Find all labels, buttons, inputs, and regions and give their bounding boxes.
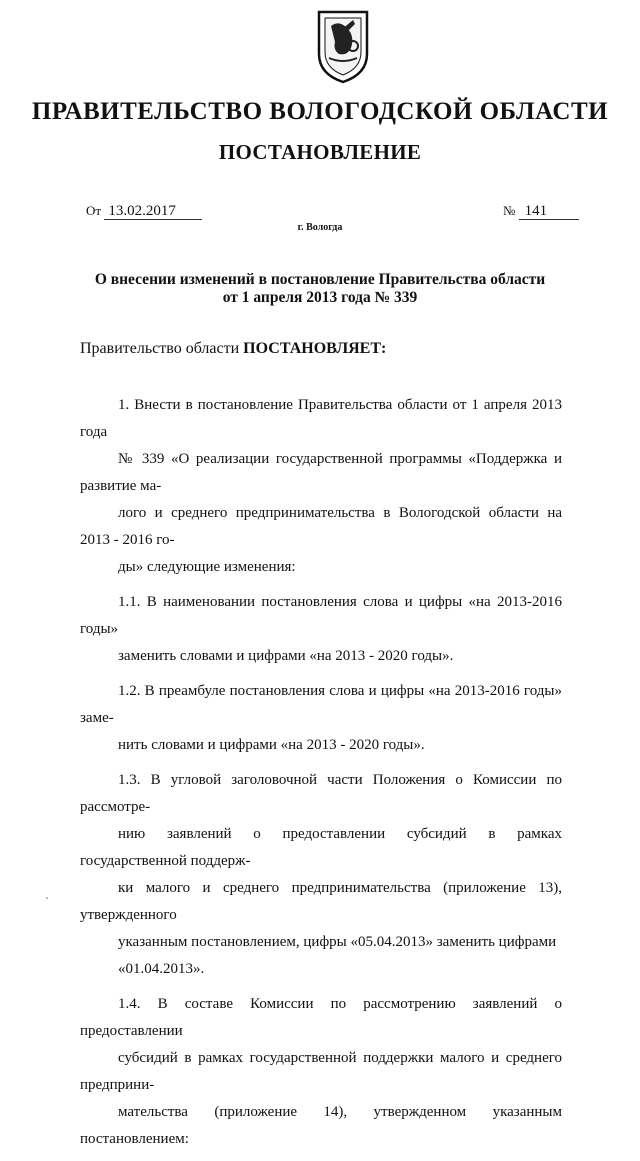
document-type: ПОСТАНОВЛЕНИЕ — [218, 140, 422, 164]
government-title: ПРАВИТЕЛЬСТВО ВОЛОГОДСКОЙ ОБЛАСТИ — [31, 98, 609, 125]
resolution-intro — [80, 340, 386, 358]
text-line: 1.1. В наименовании постановления слова и цифры «на 2013-2016 годы» — [80, 594, 562, 637]
text-line: № 339 «О реализации государственной программы «Поддержка и развитие ма- — [80, 451, 562, 494]
scan-mark — [46, 897, 48, 899]
document-body — [80, 392, 562, 1161]
text-line: субсидий в рамках государственной поддержки малого и среднего предприни- — [80, 1050, 562, 1093]
date-prefix: От — [86, 203, 102, 218]
text-line: лого и среднего предпринимательства в Вологодской области на 2013 - 2016 го- — [80, 505, 562, 548]
text-line: 1. Внести в постановление Правительства области от 1 апреля 2013 года — [80, 397, 562, 440]
paragraph-1-1 — [80, 589, 562, 670]
text-line: 1.4. В составе Комиссии по рассмотрению заявлений о предоставлении — [80, 996, 562, 1039]
resolution-keyword: ПОСТАНОВЛЯЕТ: — [243, 340, 387, 357]
text-line: «01.04.2013». — [118, 961, 205, 977]
text-line: мательства (приложение 14), утвержденном указанным постановлением: — [80, 1104, 562, 1147]
paragraph-1-4 — [80, 991, 562, 1153]
text-line: указанным постановлением, цифры «05.04.2013» заменить цифрами — [118, 934, 557, 950]
resolution-prefix: Правительство области — [80, 340, 240, 357]
document-subject — [80, 271, 560, 307]
subject-line: от 1 апреля 2013 года № 339 — [222, 289, 418, 306]
subject-line: О внесении изменений в постановление Правительства области — [94, 271, 546, 288]
text-line: 1.3. В угловой заголовочной части Положения о Комиссии по рассмотре- — [80, 772, 562, 815]
paragraph-1 — [80, 392, 562, 581]
text-line: ды» следующие изменения: — [118, 559, 296, 575]
document-number — [503, 203, 579, 220]
city-name: г. Вологда — [297, 222, 343, 233]
text-line: нию заявлений о предоставлении субсидий в рамках государственной поддерж- — [80, 826, 562, 869]
date-value: 13.02.2017 — [104, 203, 202, 220]
number-prefix: № — [503, 203, 516, 218]
text-line: заменить словами и цифрами «на 2013 - 2020 годы». — [118, 648, 454, 664]
text-line: ки малого и среднего предпринимательства (приложение 13), утвержденного — [80, 880, 562, 923]
paragraph-1-2 — [80, 678, 562, 759]
text-line: нить словами и цифрами «на 2013 - 2020 годы». — [118, 737, 425, 753]
number-value: 141 — [519, 203, 580, 220]
document-date — [86, 203, 202, 220]
coat-of-arms-emblem — [313, 6, 373, 86]
paragraph-1-3 — [80, 767, 562, 983]
text-line: 1.2. В преамбуле постановления слова и цифры «на 2013-2016 годы» заме- — [80, 683, 562, 726]
